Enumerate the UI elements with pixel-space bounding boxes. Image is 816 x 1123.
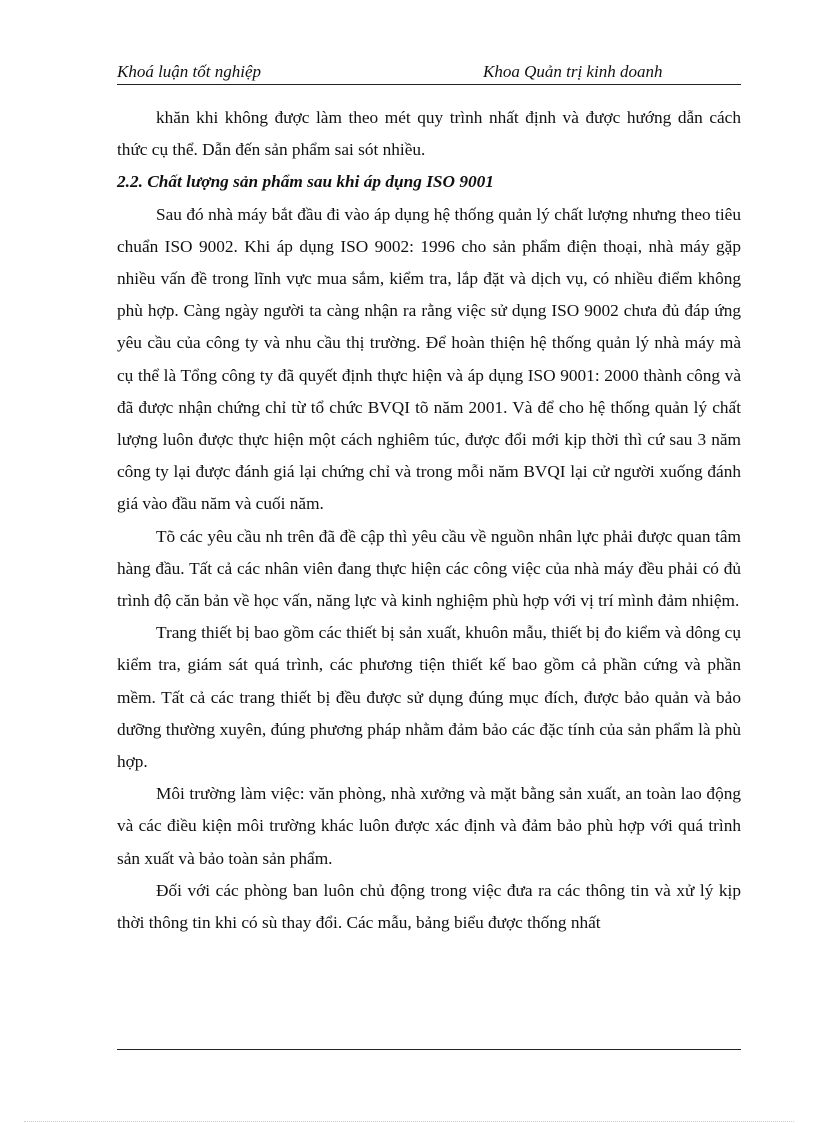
- document-body: [117, 102, 741, 939]
- body-paragraph: Trang thiết bị bao gồm các thiết bị sản xuất, khuôn mẫu, thiết bị đo kiểm và dông cụ kiểm tra, giám sát quá trình, các phương tiện thiết kế bao gồm cả phần cứng và phần mềm. Tất cả các trang thiết bị đều được sử dụng đúng mục đích, được bảo quản và bảo dưỡng thường xuyên, đúng phương pháp nhằm đảm bảo các đặc tính của sản phẩm là phù hợp.: [117, 623, 741, 772]
- body-paragraph: Môi trường làm việc: văn phòng, nhà xưởng và mặt bằng sản xuất, an toàn lao động và các điều kiện môi trường khác luôn được xác định và đảm bảo phù hợp với quá trình sản xuất và bảo toàn sản phẩm.: [117, 784, 741, 868]
- body-paragraph: Tõ các yêu cầu nh trên đã đề cập thì yêu cầu về nguồn nhân lực phải được quan tâm hàng đầu. Tất cả các nhân viên đang thực hiện các công việc của nhà máy đều phải có đủ trình độ căn bản về học vấn, năng lực và kinh nghiệm phù hợp với vị trí mình đảm nhiệm.: [117, 526, 741, 611]
- page-bottom-edge: [24, 1121, 794, 1122]
- body-paragraph: Đối với các phòng ban luôn chủ động trong việc đưa ra các thông tin và xử lý kịp thời thông tin khi có sù thay đổi. Các mẫu, bảng biểu được thống nhất: [117, 880, 741, 933]
- continuation-paragraph: khăn khi không được làm theo mét quy trình nhất định và được hướng dẫn cách thức cụ thể. Dẫn đến sản phẩm sai sót nhiều.: [117, 108, 741, 160]
- section-heading: 2.2. Chất lượng sản phẩm sau khi áp dụng ISO 9001: [117, 172, 494, 192]
- footer-divider: [117, 1049, 741, 1050]
- body-paragraph: Sau đó nhà máy bắt đầu đi vào áp dụng hệ thống quản lý chất lượng nhưng theo tiêu chuẩn ISO 9002. Khi áp dụng ISO 9002: 1996 cho sản phẩm điện thoại, nhà máy gặp nhiều vấn đề trong lĩnh vực mua sắm, kiểm tra, lắp đặt và dịch vụ, có nhiều điểm không phù hợp. Càng ngày người ta càng nhận ra rằng việc sử dụng ISO 9002 chưa đủ đáp ứng yêu cầu của công ty và nhu cầu thị trường. Để hoàn thiện hệ thống quản lý nhà máy mà cụ thể là Tổng công ty đã quyết định thực hiện và áp dụng ISO 9001: 2000 thành công và đã được nhận chứng chỉ từ tổ chức BVQI tõ năm 2001. Và để cho hệ thống quản lý chất lượng luôn được thực hiện một cách nghiêm túc, được đổi mới kịp thời thì cứ sau 3 năm công ty lại được đánh giá lại chứng chỉ và trong mỗi năm BVQI lại cử người xuống đánh giá vào đầu năm và cuối năm.: [117, 204, 741, 514]
- page-header: [117, 58, 741, 85]
- header-faculty-label: Khoa Quản trị kinh doanh: [483, 62, 663, 81]
- header-thesis-label: Khoá luận tốt nghiệp: [117, 62, 262, 81]
